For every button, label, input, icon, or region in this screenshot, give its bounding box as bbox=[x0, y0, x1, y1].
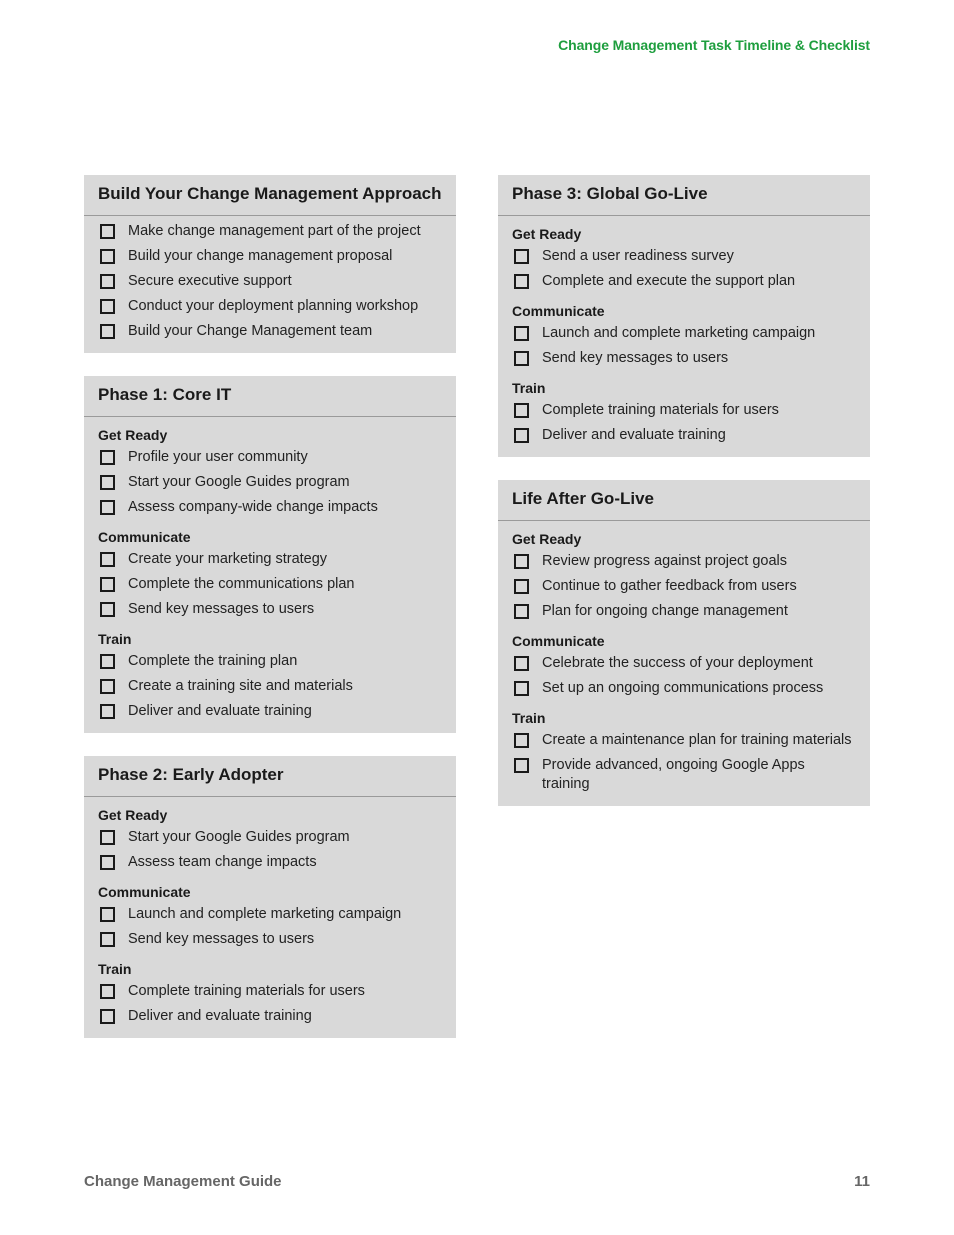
checkbox[interactable] bbox=[100, 679, 115, 694]
checklist-section-train bbox=[98, 630, 442, 721]
checklist-item-label: Launch and complete marketing campaign bbox=[542, 325, 816, 341]
checklist-item bbox=[98, 702, 442, 721]
checklist-item bbox=[98, 272, 442, 291]
checklist-card-phase-1-core-it bbox=[84, 376, 456, 733]
checklist-item bbox=[512, 426, 856, 445]
checkbox[interactable] bbox=[100, 299, 115, 314]
checklist-item bbox=[512, 247, 856, 266]
checklist-card-phase-2-early-adopter bbox=[84, 756, 456, 1038]
checklist-item bbox=[98, 297, 442, 316]
checklist-item-label: Create a training site and materials bbox=[128, 678, 353, 694]
checkbox[interactable] bbox=[514, 758, 529, 773]
checklist-section-get-ready bbox=[512, 530, 856, 621]
section-heading: Train bbox=[98, 631, 132, 647]
card-title: Phase 2: Early Adopter bbox=[84, 756, 456, 797]
checklist-item-label: Complete and execute the support plan bbox=[542, 273, 796, 289]
checkbox[interactable] bbox=[514, 249, 529, 264]
checklist-item-label: Send a user readiness survey bbox=[542, 248, 734, 264]
section-heading: Train bbox=[512, 380, 546, 396]
checklist-item-label: Deliver and evaluate training bbox=[128, 703, 312, 719]
card-body bbox=[84, 797, 456, 1038]
checkbox[interactable] bbox=[514, 554, 529, 569]
checklist-item-label: Send key messages to users bbox=[542, 350, 729, 366]
card-title: Life After Go-Live bbox=[498, 480, 870, 521]
section-heading: Train bbox=[512, 710, 546, 726]
checklist-item bbox=[98, 828, 442, 847]
checklist-item bbox=[98, 473, 442, 492]
checklist-section-communicate bbox=[512, 302, 856, 368]
checklist-card-build-your-change-management-approach bbox=[84, 175, 456, 353]
checklist-item bbox=[98, 448, 442, 467]
card-title: Build Your Change Management Approach bbox=[84, 175, 456, 216]
checklist-item-label: Create a maintenance plan for training materials bbox=[542, 732, 852, 748]
checklist-item bbox=[98, 853, 442, 872]
checklist-item bbox=[512, 272, 856, 291]
checkbox[interactable] bbox=[514, 681, 529, 696]
card-body bbox=[498, 521, 870, 806]
checklist-section-communicate bbox=[98, 528, 442, 619]
checkbox[interactable] bbox=[100, 500, 115, 515]
checklist-section-train bbox=[512, 709, 856, 794]
checkbox[interactable] bbox=[514, 656, 529, 671]
card-title: Phase 1: Core IT bbox=[84, 376, 456, 417]
checklist-item bbox=[98, 930, 442, 949]
checklist-section-get-ready bbox=[98, 426, 442, 517]
checkbox[interactable] bbox=[100, 830, 115, 845]
checkbox[interactable] bbox=[100, 274, 115, 289]
checklist-item bbox=[98, 222, 442, 241]
card-title: Phase 3: Global Go-Live bbox=[498, 175, 870, 216]
footer-page-number: 11 bbox=[854, 1173, 870, 1190]
checklist-item bbox=[512, 577, 856, 596]
checklist-item bbox=[98, 905, 442, 924]
checkbox[interactable] bbox=[514, 733, 529, 748]
checkbox[interactable] bbox=[514, 326, 529, 341]
checklist-item-label: Send key messages to users bbox=[128, 931, 315, 947]
checklist-item bbox=[512, 679, 856, 698]
checklist-item bbox=[98, 600, 442, 619]
checkbox[interactable] bbox=[100, 602, 115, 617]
checklist-item-label: Set up an ongoing communications process bbox=[542, 680, 824, 696]
checkbox[interactable] bbox=[100, 654, 115, 669]
checklist-item-label: Secure executive support bbox=[128, 273, 292, 289]
section-heading: Communicate bbox=[98, 529, 191, 545]
right-column bbox=[498, 175, 870, 829]
section-heading: Train bbox=[98, 961, 132, 977]
checklist-item-label: Deliver and evaluate training bbox=[128, 1008, 312, 1024]
checklist-section bbox=[98, 222, 442, 341]
section-heading: Communicate bbox=[512, 633, 605, 649]
checklist-item-label: Build your Change Management team bbox=[128, 323, 373, 339]
checkbox[interactable] bbox=[100, 704, 115, 719]
checklist-item bbox=[98, 575, 442, 594]
checklist-item-label: Profile your user community bbox=[128, 449, 308, 465]
checklist-item bbox=[512, 756, 856, 794]
checklist-item bbox=[512, 552, 856, 571]
footer-guide-title: Change Management Guide bbox=[84, 1173, 282, 1190]
checkbox[interactable] bbox=[514, 351, 529, 366]
checklist-item-label: Make change management part of the project bbox=[128, 223, 421, 239]
checklist-item-label: Send key messages to users bbox=[128, 601, 315, 617]
checklist-item bbox=[98, 322, 442, 341]
checklist-item-label: Complete training materials for users bbox=[128, 983, 365, 999]
checkbox[interactable] bbox=[100, 577, 115, 592]
checklist-item-label: Start your Google Guides program bbox=[128, 829, 350, 845]
section-heading: Get Ready bbox=[512, 531, 582, 547]
left-column bbox=[84, 175, 456, 1061]
checkbox[interactable] bbox=[100, 855, 115, 870]
checklist-item-label: Create your marketing strategy bbox=[128, 551, 328, 567]
checklist-item-label: Start your Google Guides program bbox=[128, 474, 350, 490]
checklist-section-train bbox=[98, 960, 442, 1026]
card-body bbox=[498, 216, 870, 457]
checklist-item-label: Plan for ongoing change management bbox=[542, 603, 788, 619]
checkbox[interactable] bbox=[100, 324, 115, 339]
checklist-item bbox=[98, 652, 442, 671]
checklist-item bbox=[512, 349, 856, 368]
checkbox[interactable] bbox=[514, 604, 529, 619]
checklist-section-get-ready bbox=[98, 806, 442, 872]
checklist-section-train bbox=[512, 379, 856, 445]
checkbox[interactable] bbox=[514, 579, 529, 594]
checklist-item bbox=[512, 731, 856, 750]
checklist-item-label: Complete training materials for users bbox=[542, 402, 779, 418]
checklist-item bbox=[512, 324, 856, 343]
checkbox[interactable] bbox=[100, 932, 115, 947]
checklist-item bbox=[512, 602, 856, 621]
checklist-section-communicate bbox=[98, 883, 442, 949]
checklist-item-label: Assess company-wide change impacts bbox=[128, 499, 378, 515]
checklist-item-label: Assess team change impacts bbox=[128, 854, 317, 870]
checkbox[interactable] bbox=[100, 450, 115, 465]
checklist-item bbox=[98, 1007, 442, 1026]
checklist-item-label: Complete the training plan bbox=[128, 653, 298, 669]
checkbox[interactable] bbox=[514, 274, 529, 289]
section-heading: Communicate bbox=[98, 884, 191, 900]
card-body bbox=[84, 216, 456, 353]
checkbox[interactable] bbox=[100, 475, 115, 490]
section-heading: Get Ready bbox=[512, 226, 582, 242]
checklist-section-communicate bbox=[512, 632, 856, 698]
checklist-card-life-after-go-live bbox=[498, 480, 870, 806]
checklist-item-label: Conduct your deployment planning workshop bbox=[128, 298, 419, 314]
checklist-item-label: Celebrate the success of your deployment bbox=[542, 655, 813, 671]
checklist-card-phase-3-global-go-live bbox=[498, 175, 870, 457]
checklist-item-label: Continue to gather feedback from users bbox=[542, 578, 797, 594]
checklist-item bbox=[98, 550, 442, 569]
checkbox[interactable] bbox=[100, 984, 115, 999]
card-body bbox=[84, 417, 456, 733]
checklist-item-label: Build your change management proposal bbox=[128, 248, 393, 264]
checklist-item-label: Review progress against project goals bbox=[542, 553, 788, 569]
checklist-item bbox=[98, 498, 442, 517]
checkbox[interactable] bbox=[100, 552, 115, 567]
checkbox[interactable] bbox=[100, 1009, 115, 1024]
checklist-item bbox=[512, 654, 856, 673]
page-header-title: Change Management Task Timeline & Checklist bbox=[558, 37, 870, 53]
checklist-item bbox=[512, 401, 856, 420]
checkbox[interactable] bbox=[514, 428, 529, 443]
checklist-item-label: Deliver and evaluate training bbox=[542, 427, 726, 443]
checklist-item bbox=[98, 982, 442, 1001]
checkbox[interactable] bbox=[514, 403, 529, 418]
checkbox[interactable] bbox=[100, 224, 115, 239]
checklist-section-get-ready bbox=[512, 225, 856, 291]
checklist-item bbox=[98, 247, 442, 266]
checklist-item bbox=[98, 677, 442, 696]
checkbox[interactable] bbox=[100, 249, 115, 264]
section-heading: Communicate bbox=[512, 303, 605, 319]
checklist-item-label: Provide advanced, ongoing Google Apps training bbox=[542, 757, 805, 792]
section-heading: Get Ready bbox=[98, 807, 168, 823]
checklist-item-label: Launch and complete marketing campaign bbox=[128, 906, 402, 922]
checkbox[interactable] bbox=[100, 907, 115, 922]
checklist-item-label: Complete the communications plan bbox=[128, 576, 355, 592]
section-heading: Get Ready bbox=[98, 427, 168, 443]
